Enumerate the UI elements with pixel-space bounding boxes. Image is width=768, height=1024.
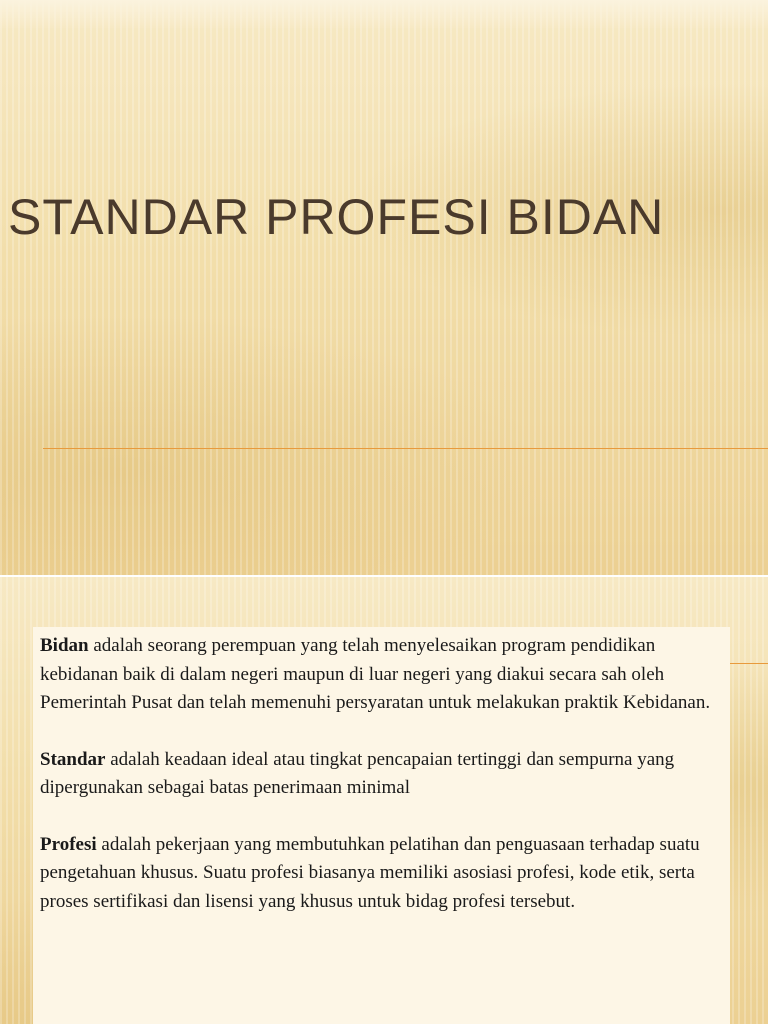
slide-title: STANDAR PROFESI BIDAN [8,189,665,245]
definition-profesi [40,831,720,917]
content-slide [0,577,768,1024]
term-standar: Standar [40,748,106,770]
definition-profesi-text: adalah pekerjaan yang membutuhkan pelatihan dan penguasaan terhadap suatu pengetahuan khusus. Suatu profesi biasanya memiliki asosiasi profesi, kode etik, serta proses sertifikasi dan lisensi yang khusus untuk bidag profesi tersebut. [40,833,700,912]
definition-bidan-text: adalah seorang perempuan yang telah menyelesaikan program pendidikan kebidanan baik di dalam negeri maupun di luar negeri yang diakui secara sah oleh Pemerintah Pusat dan telah memenuhi persyaratan untuk melakukan praktik Kebidanan. [40,635,711,713]
definitions-box [33,627,730,1024]
definition-standar-text: adalah keadaan ideal atau tingkat pencapaian tertinggi dan sempurna yang dipergunakan sebagai batas penerimaan minimal [40,748,675,798]
term-profesi: Profesi [40,833,97,855]
term-bidan: Bidan [40,635,89,656]
definition-standar [40,746,720,803]
title-divider [43,448,768,449]
definition-bidan [40,632,720,718]
